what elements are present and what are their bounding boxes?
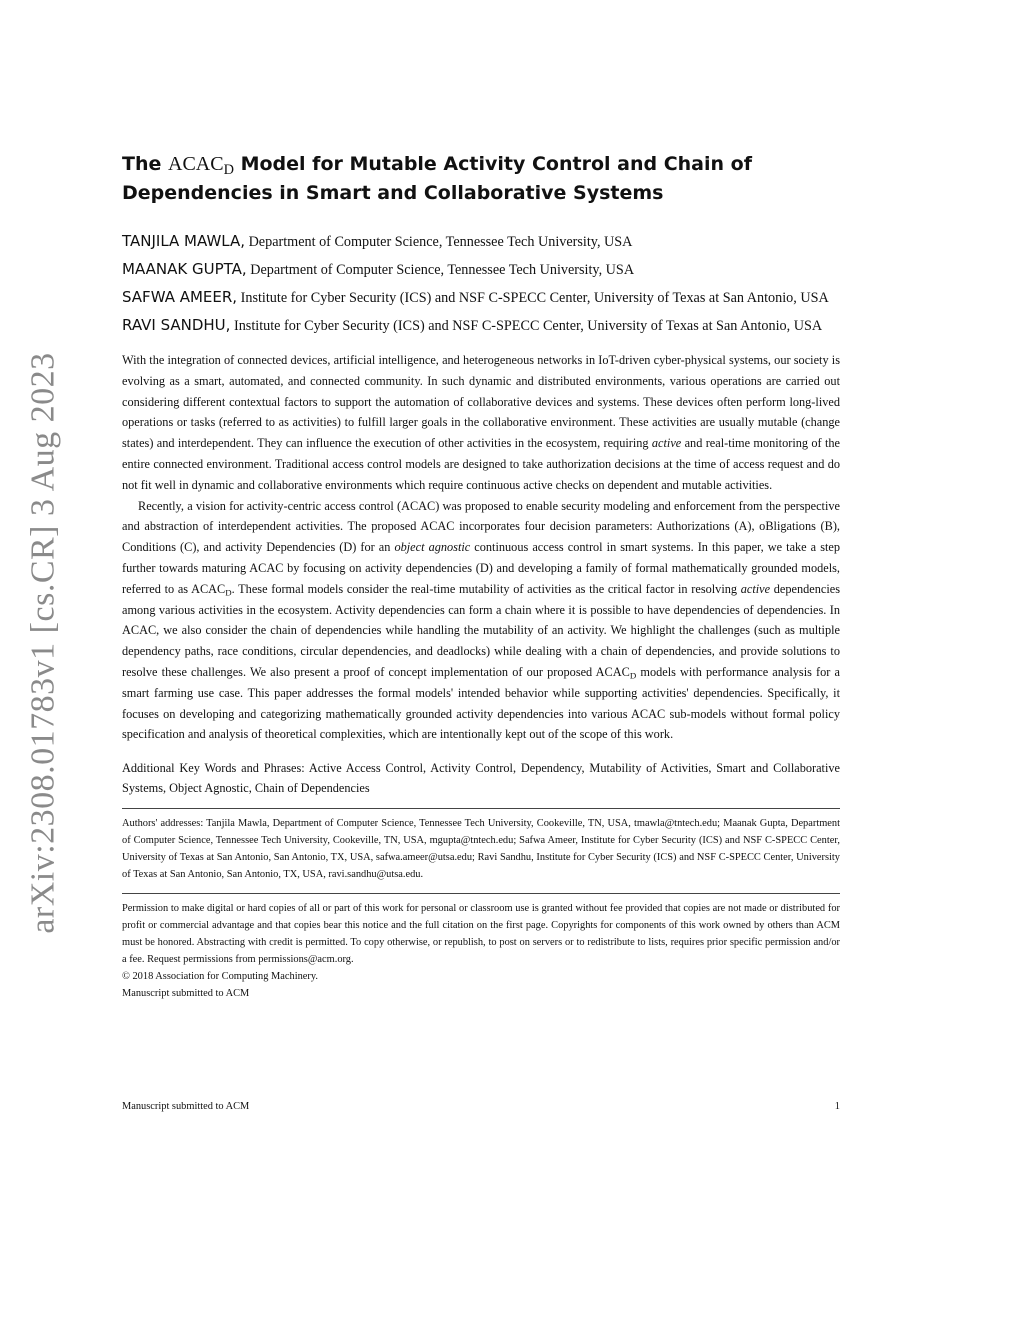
author-affiliation: Department of Computer Science, Tennessee Tech University, USA (245, 234, 633, 250)
emphasis: active (651, 436, 682, 451)
arxiv-identifier: arXiv:2308.01783v1 [cs.CR] 3 Aug 2023 (25, 351, 63, 934)
author-affiliation: Department of Computer Science, Tennessee Tech University, USA (246, 262, 635, 278)
title-subscript: D (223, 162, 234, 179)
author-entry (122, 284, 840, 312)
author-name: TANJILA MAWLA, (122, 232, 246, 250)
abstract-paragraph-2: Recently, a vision for activity-centric access control (ACAC) was proposed to enable security modeling and enforcement from the perspective and abstraction of interdependent activities. The proposed ACAC incorporates four decision parameters: Authorizations (A), oBligations (B), Conditions (C), and activity Dependencies (D) for an object agnostic continuous access control in smart systems. In this paper, we take a step further towards maturing ACAC by focusing on activity dependencies (D) and developing a family of formal mathematically grounded models, referred to as $ACAC_D$. These formal models consider the real-time mutability of activities as the critical factor in resolving active dependencies among various activities in the ecosystem. Activity dependencies can form a chain where it is possible to have dependencies of dependencies. In ACAC, we also consider the chain of dependencies while handling the mutability of an activity. We highlight the challenges (such as multiple dependency paths, race conditions, circular dependencies, and deadlocks) while dealing with a chain of dependencies, and provide solutions to resolve these challenges. We also present a proof of concept implementation of our proposed $ACAC_D$ models with performance analysis for a smart farming use case. This paper addresses the formal models' intended behavior while supporting activities' dependencies. Specifically, it focuses on developing and categorizing mathematically grounded activity dependencies into various ACAC sub-models without formal policy specification and analysis of theoretical complexities, which are intentionally kept out of the scope of this work. (122, 498, 840, 742)
authors-addresses: Authors' addresses: Tanjila Mawla, Department of Computer Science, Tennessee Tech University, Cookeville, TN, USA, tmawla@tntech.edu; Maanak Gupta, Department of Computer Science, Tennessee Tech University, Cookeville, TN, USA, mgupta@tntech.edu; Safwa Ameer, Institute for Cyber Security (ICS) and NSF C-SPECC Center, University of Texas at San Antonio, San Antonio, TX, USA, safwa.ameer@utsa.edu; Ravi Sandhu, Institute for Cyber Security (ICS) and NSF C-SPECC Center, University of Texas at San Antonio, San Antonio, TX, USA, ravi.sandhu@utsa.edu. (122, 818, 840, 881)
title-rest: Model for Mutable Activity Control and Chain of Dependencies in Smart and Collaborative Systems (122, 153, 752, 204)
page-footer (122, 1101, 840, 1112)
copyright-notice: © 2018 Association for Computing Machinery. (122, 971, 318, 983)
subscript: D (225, 587, 232, 598)
author-affiliation: Institute for Cyber Security (ICS) and NSF C-SPECC Center, University of Texas at San Antonio, USA (230, 318, 823, 334)
author-entry (122, 312, 840, 340)
emphasis: object agnostic (394, 540, 471, 555)
author-list (122, 228, 840, 340)
paper-title (122, 150, 840, 208)
author-name: MAANAK GUPTA, (122, 260, 247, 278)
author-name: RAVI SANDHU, (122, 316, 231, 334)
title-acac: $ACAC_D$ (168, 153, 234, 179)
permission-notice: Permission to make digital or hard copies of all or part of this work for personal or classroom use is granted without fee provided that copies are not made or distributed for profit or commercial advantage and that copies bear this notice and the full citation on the first page. Copyrights for components of this work owned by others than ACM must be honored. Abstracting with credit is permitted. To copy otherwise, or republish, to post on servers or to redistribute to lists, requires prior specific permission and/or a fee. Request permissions from permissions@acm.org. (122, 903, 840, 966)
abstract-paragraph-1: With the integration of connected devices, artificial intelligence, and heterogeneous networks in IoT-driven cyber-physical systems, our society is evolving as a smart, automated, and connected community. In such dynamic and distributed environments, various operations are carried out considering different contextual factors to support the automation of collaborative devices and systems. These devices often perform long-lived operations or tasks (referred to as activities) to fulfill larger goals in the collaborative environment. These activities are usually mutable (change states) and interdependent. They can influence the execution of other activities in the ecosystem, requiring active and real-time monitoring of the entire connected environment. Traditional access control models are designed to take authorization decisions at the time of access request and do not fit well in dynamic and collaborative environments which require continuous active checks on dependent and mutable activities. (122, 353, 840, 492)
footer-label: Manuscript submitted to ACM (122, 1101, 250, 1112)
author-entry (122, 256, 840, 284)
divider (122, 808, 840, 809)
author-entry (122, 228, 840, 256)
author-name: SAFWA AMEER, (122, 288, 238, 306)
subscript: D (629, 670, 637, 681)
page-number: 1 (834, 1101, 840, 1112)
paper-first-page (122, 150, 840, 1002)
abstract (122, 350, 840, 745)
emphasis: active (740, 581, 771, 596)
manuscript-note: Manuscript submitted to ACM (122, 988, 250, 1000)
divider (122, 893, 840, 894)
author-affiliation: Institute for Cyber Security (ICS) and NSF C-SPECC Center, University of Texas at San Antonio, USA (237, 290, 829, 306)
arxiv-side-stamp (22, 351, 66, 934)
keywords: Additional Key Words and Phrases: Active Access Control, Activity Control, Dependency, Mutability of Activities, Smart and Collaborative Systems, Object Agnostic, Chain of Dependencies (122, 761, 840, 796)
title-prefix: The (122, 153, 168, 175)
